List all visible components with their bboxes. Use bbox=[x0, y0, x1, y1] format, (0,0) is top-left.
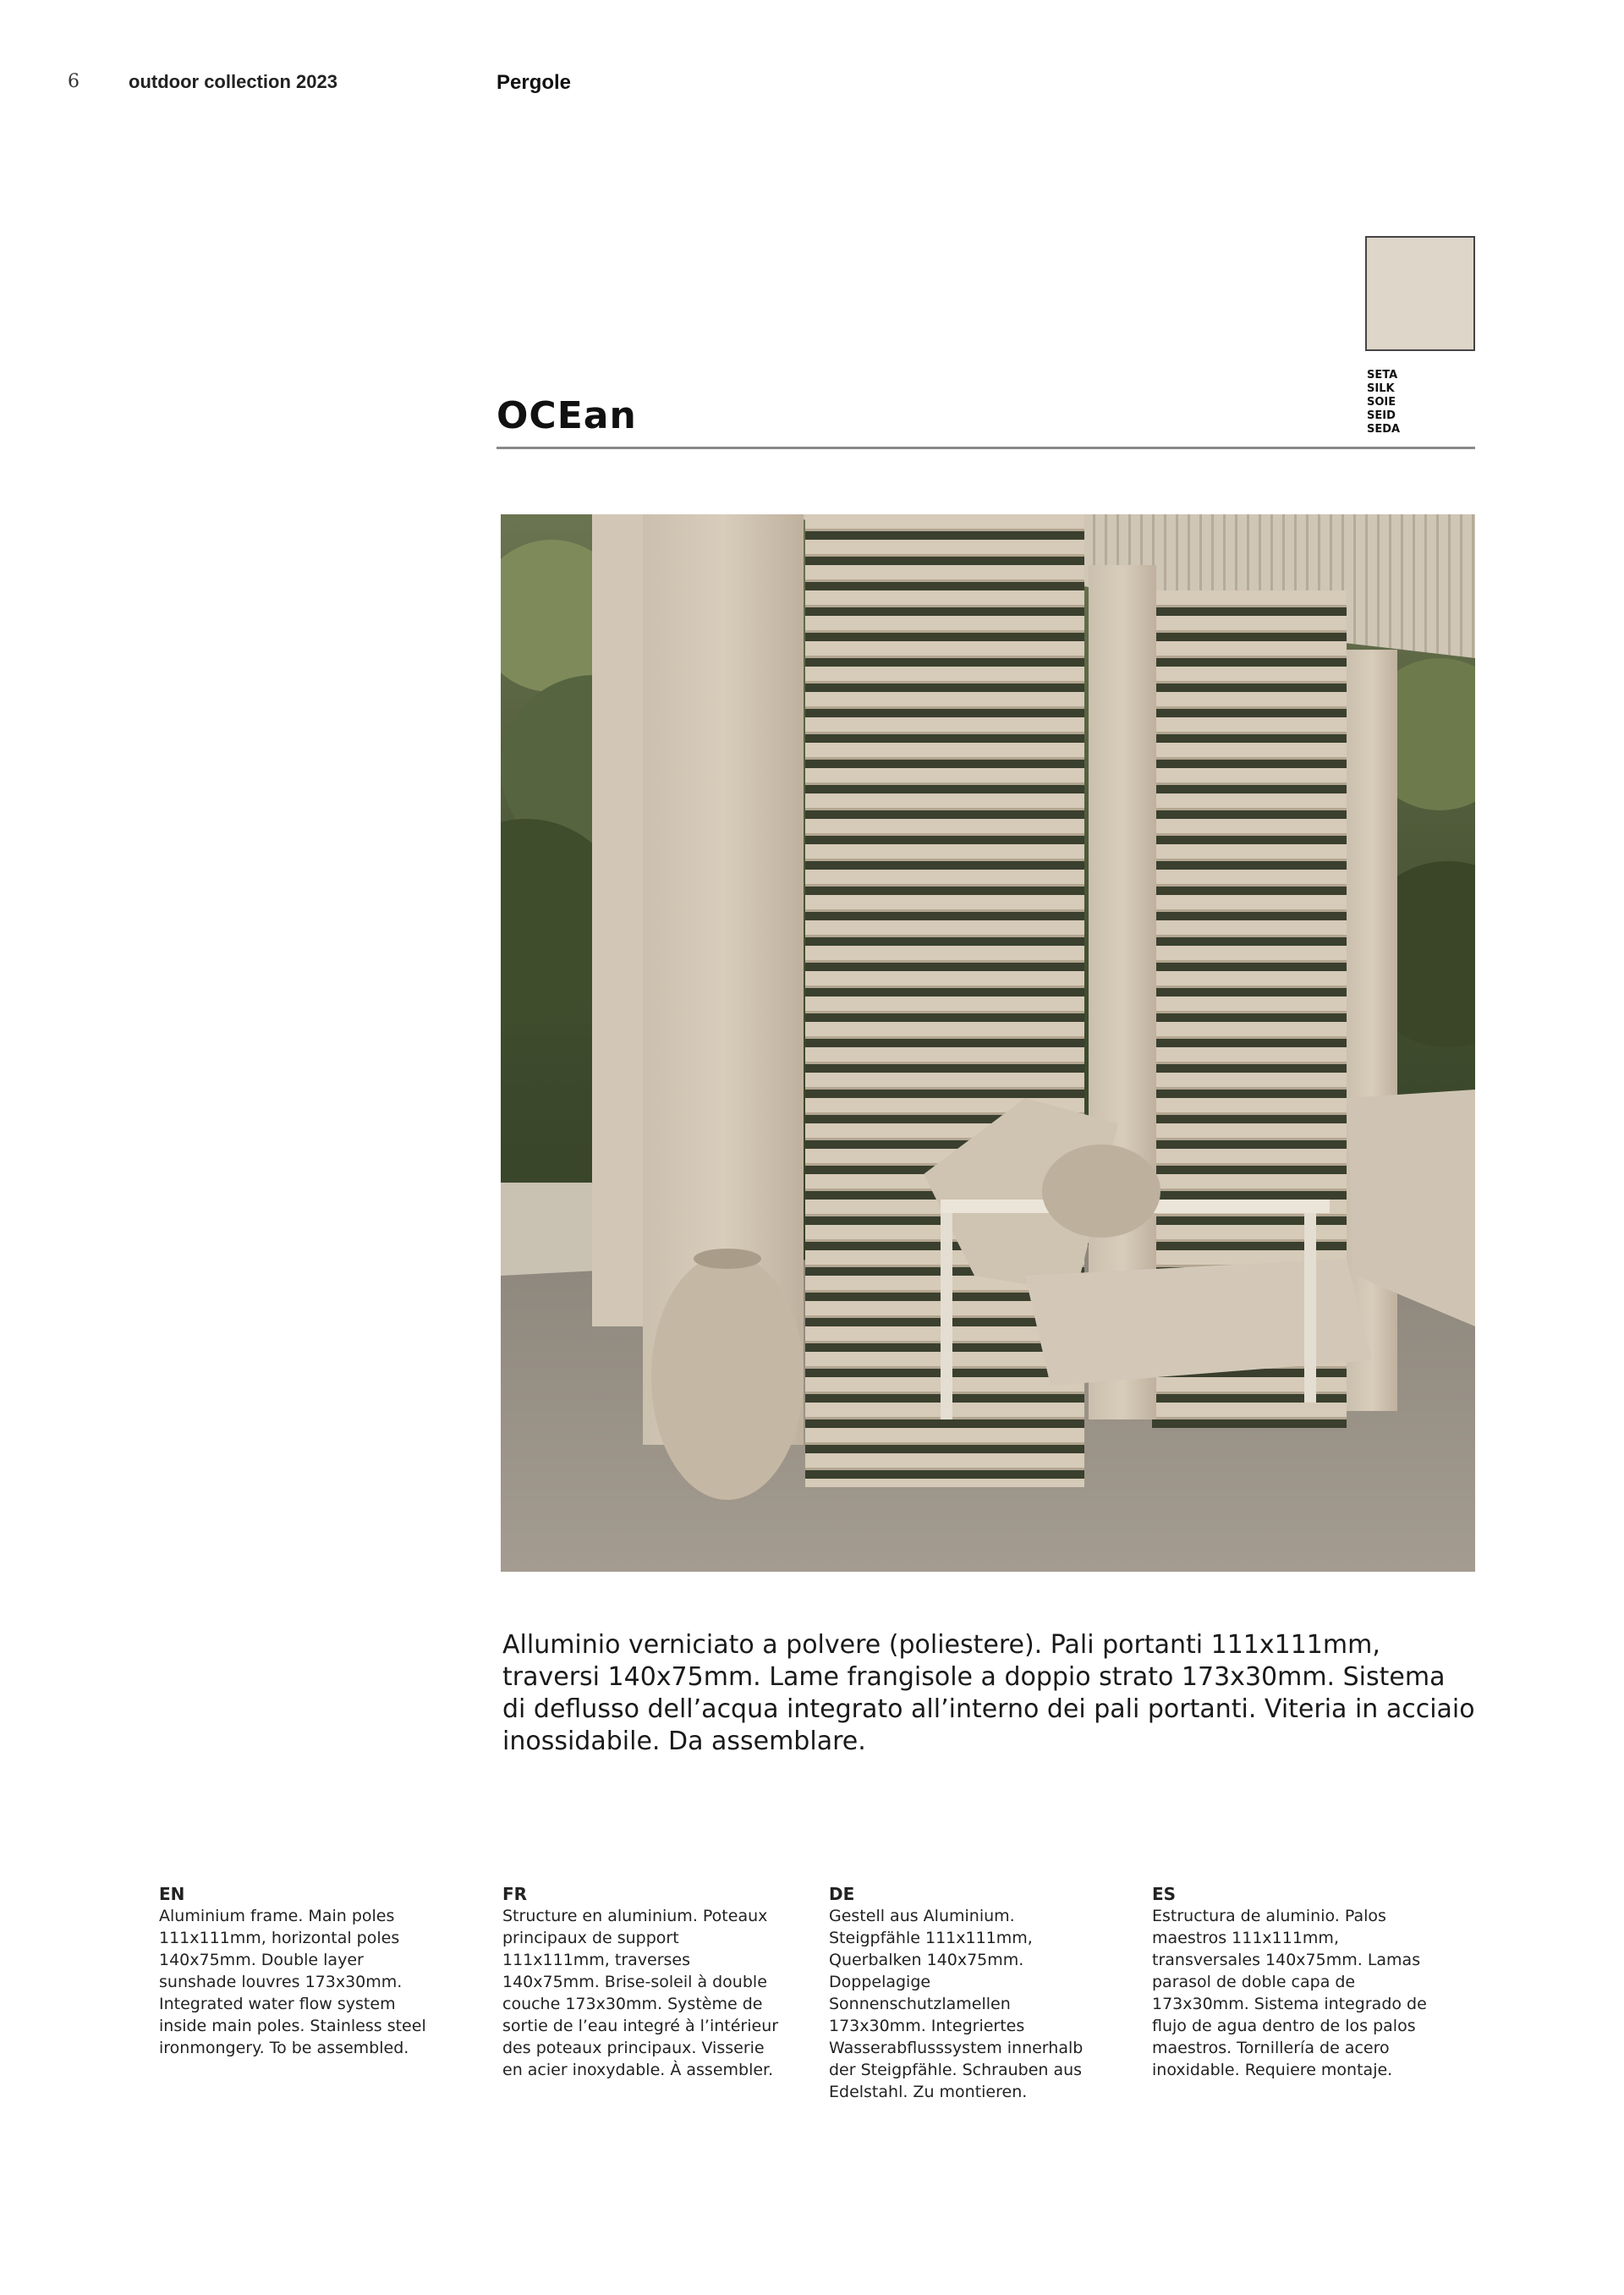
language-code: ES bbox=[1152, 1884, 1177, 1904]
product-title: OCEan bbox=[497, 394, 637, 437]
translation-fr bbox=[502, 1883, 782, 2081]
title-divider bbox=[497, 447, 1475, 449]
language-code: DE bbox=[829, 1884, 855, 1904]
translation-text: Aluminium frame. Main poles 111x111mm, horizontal poles 140x75mm. Double layer sunshade louvres 173x30mm. Integrated water flow system inside main poles. Stainless steel ironmongery. To be assembled. bbox=[159, 1907, 426, 2057]
translation-text: Structure en aluminium. Poteaux principaux de support 111x111mm, traverses 140x75mm. Brise-soleil à double couche 173x30mm. Système de sortie de l’eau integré à l’intérieur des poteaux principaux. Visserie en acier inoxydable. À assembler. bbox=[502, 1907, 779, 2079]
page-number: 6 bbox=[68, 71, 80, 92]
section-title: Pergole bbox=[497, 71, 572, 94]
finish-name-fr: SOIE bbox=[1367, 396, 1396, 409]
finish-name-de: SEID bbox=[1367, 409, 1396, 422]
description-italian: Alluminio verniciato a polvere (poliestere). Pali portanti 111x111mm, traversi 140x75mm. Lame frangisole a doppio strato 173x30mm. Sistema di deflusso dell’acqua integrato all’interno dei pali portanti. Viteria in acciaio inossidabile. Da assemblare. bbox=[502, 1630, 1475, 1756]
language-code: EN bbox=[159, 1884, 185, 1904]
finish-name-it: SETA bbox=[1367, 369, 1398, 382]
product-photo bbox=[501, 514, 1475, 1572]
translation-text: Estructura de aluminio. Palos maestros 111x111mm, transversales 140x75mm. Lamas parasol de doble capa de 173x30mm. Sistema integrado de flujo de agua dentro de los palos maestros. Tornillería de acero inoxidable. Requiere montaje. bbox=[1152, 1907, 1427, 2079]
finish-name-es: SEDA bbox=[1367, 423, 1401, 436]
translation-en bbox=[159, 1883, 438, 2059]
translation-de bbox=[829, 1883, 1108, 2103]
collection-title: outdoor collection 2023 bbox=[129, 71, 337, 92]
translation-text: Gestell aus Aluminium. Steigpfähle 111x111mm, Querbalken 140x75mm. Doppelagige Sonnenschutzlamellen 173x30mm. Integriertes Wasserabflusssystem innerhalb der Steigpfähle. Schrauben aus Edelstahl. Zu montieren. bbox=[829, 1907, 1084, 2101]
language-code: FR bbox=[502, 1884, 528, 1904]
finish-color-swatch bbox=[1365, 236, 1475, 351]
finish-names-list bbox=[1367, 369, 1400, 436]
translation-es bbox=[1152, 1883, 1431, 2081]
finish-name-en: SILK bbox=[1367, 382, 1395, 395]
